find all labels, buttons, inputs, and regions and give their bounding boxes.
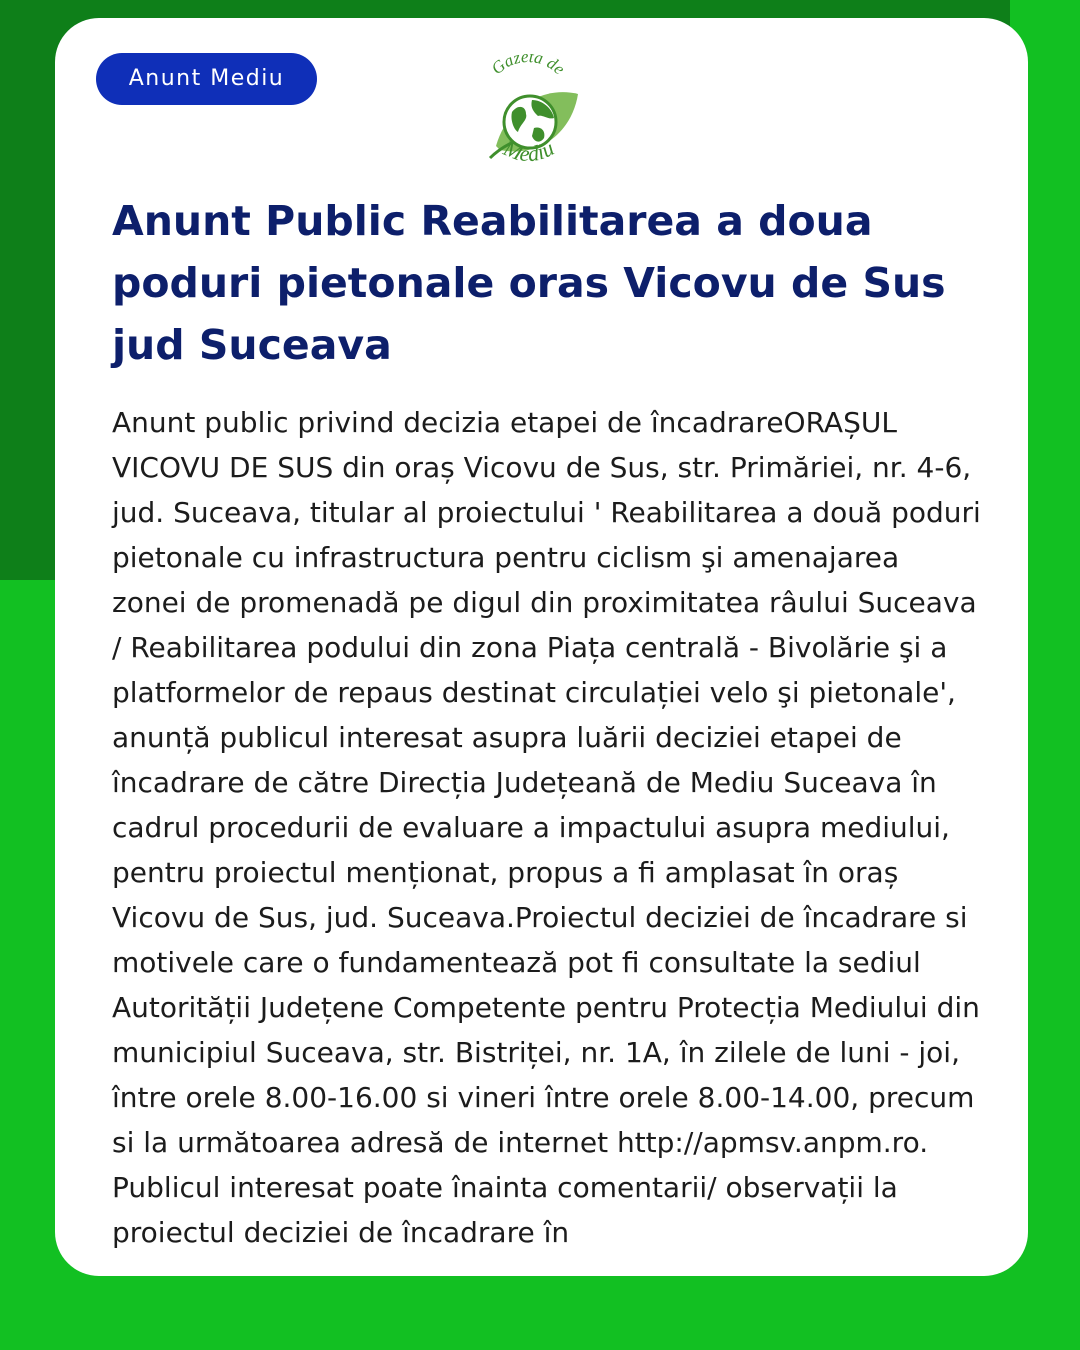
logo-text-top: Gazeta de: [487, 54, 569, 79]
category-badge[interactable]: Anunt Mediu: [96, 53, 317, 105]
logo: [468, 54, 588, 176]
globe-leaf-icon: [468, 54, 588, 176]
announcement-card: [55, 18, 1028, 1276]
logo-text-bottom: Mediu: [500, 135, 558, 167]
page-title: Anunt Public Reabilitarea a doua poduri pietonale oras Vicovu de Sus jud Suceava: [112, 197, 946, 369]
announcement-body: Anunt public privind decizia etapei de încadrareORAȘUL VICOVU DE SUS din oraș Vicovu de Sus, str. Primăriei, nr. 4-6, jud. Suceava, titular al proiectului ' Reabilitarea a două poduri pietonale cu infrastructura pentru ciclism şi amenajarea zonei de promenadă pe digul din proximitatea râului Suceava / Reabilitarea podului din zona Piața centrală - Bivolărie şi a platformelor de repaus destinat circulației velo şi pietonale', anunță publicul interesat asupra luării deciziei etapei de încadrare de către Direcția Județeană de Mediu Suceava în cadrul procedurii de evaluare a impactului asupra mediului, pentru proiectul menționat, propus a fi amplasat în oraș Vicovu de Sus, jud. Suceava.Proiectul deciziei de încadrare si motivele care o fundamentează pot fi consultate la sediul Autorității Județene Competente pentru Protecția Mediului din municipiul Suceava, str. Bistriței, nr. 1A, în zilele de luni - joi, între orele 8.00-16.00 si vineri între orele 8.00-14.00, precum si la următoarea adresă de internet http://apmsv.anpm.ro. Publicul interesat poate înainta comentarii/ observații la proiectul deciziei de încadrare în: [112, 406, 981, 1249]
